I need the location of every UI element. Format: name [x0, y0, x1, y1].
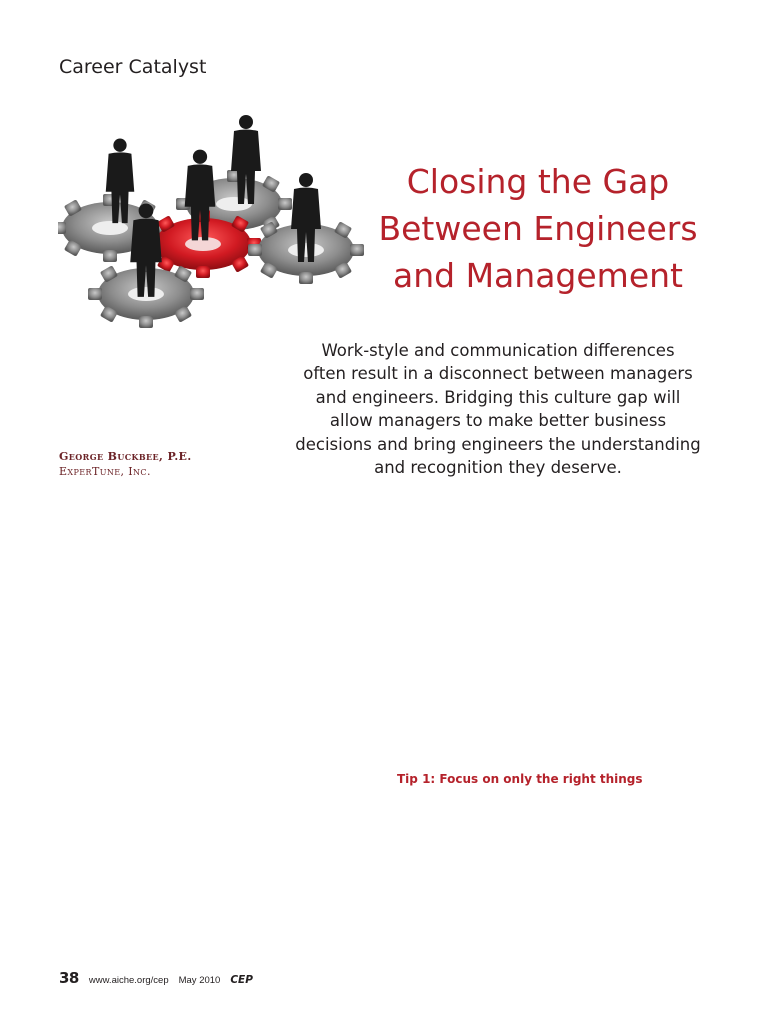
deck-line: decisions and bring engineers the understanding	[295, 434, 701, 454]
deck-line: and engineers. Bridging this culture gap will	[315, 387, 681, 407]
deck-line: often result in a disconnect between managers	[303, 364, 693, 384]
byline	[59, 450, 192, 478]
deck-line: allow managers to make better business	[329, 411, 667, 431]
article-deck	[290, 339, 706, 479]
article-title	[360, 158, 716, 299]
title-line: Between Engineers	[378, 209, 698, 248]
footer-url[interactable]: www.aiche.org/cep	[88, 975, 169, 986]
tip-heading: Tip 1: Focus on only the right things	[397, 772, 643, 786]
publication-logo: CEP	[230, 974, 253, 986]
deck-line: and recognition they deserve.	[374, 458, 622, 478]
author-name: George Buckbee, P.E.	[59, 450, 192, 463]
title-line: and Management	[393, 256, 683, 295]
page-footer	[59, 969, 253, 987]
deck-line: Work-style and communication differences	[321, 341, 675, 360]
section-label: Career Catalyst	[59, 56, 207, 78]
footer-date: May 2010	[178, 975, 221, 986]
people-on-gears-illustration	[58, 104, 370, 366]
author-company: ExperTune, Inc.	[59, 465, 151, 478]
title-line: Closing the Gap	[406, 162, 670, 201]
page-number: 38	[59, 969, 79, 987]
